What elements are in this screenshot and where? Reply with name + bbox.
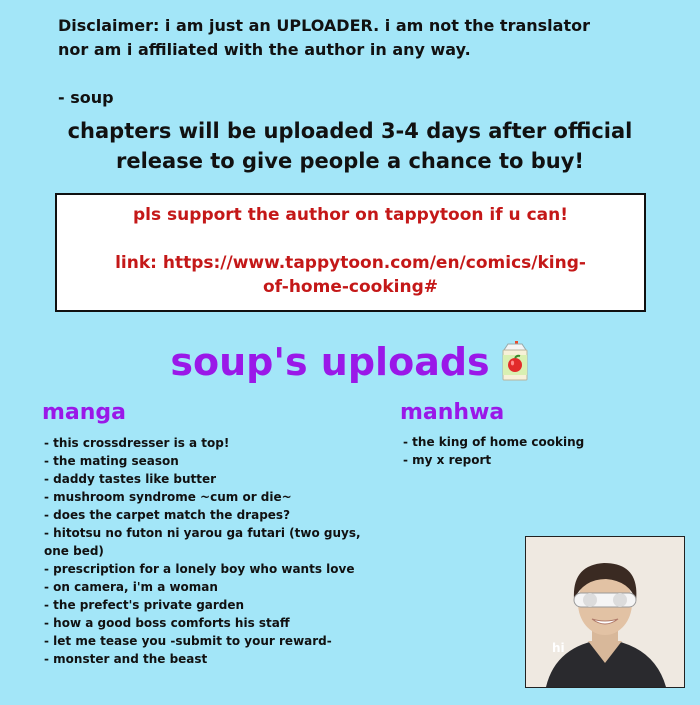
uploads-title bbox=[0, 340, 700, 390]
support-box bbox=[55, 193, 646, 312]
list-item: - this crossdresser is a top! bbox=[44, 436, 230, 450]
list-item: - daddy tastes like butter bbox=[44, 472, 217, 486]
signoff: - soup bbox=[58, 88, 114, 107]
support-link-line-1[interactable]: link: https://www.tappytoon.com/en/comics/king- bbox=[115, 253, 586, 273]
list-item: - prescription for a lonely boy who wants love bbox=[44, 562, 355, 576]
list-item: - hitotsu no futon ni yarou ga futari (two guys, one bed) bbox=[44, 526, 361, 558]
manhwa-section-title: manhwa bbox=[400, 400, 505, 425]
uploads-title-text: soup's uploads bbox=[170, 340, 490, 384]
photo-caption: hi bbox=[552, 641, 565, 655]
support-link-line-2[interactable]: of-home-cooking# bbox=[263, 277, 438, 297]
list-item: - the prefect's private garden bbox=[44, 598, 245, 612]
juice-box-icon bbox=[500, 341, 530, 390]
disclaimer-line-2: nor am i affiliated with the author in any way. bbox=[58, 40, 471, 59]
manga-list bbox=[44, 434, 364, 668]
list-item: - the king of home cooking bbox=[403, 435, 585, 449]
list-item: - my x report bbox=[403, 453, 492, 467]
list-item: - monster and the beast bbox=[44, 652, 208, 666]
list-item: - how a good boss comforts his staff bbox=[44, 616, 290, 630]
support-message: pls support the author on tappytoon if u can! bbox=[133, 205, 568, 225]
list-item: - let me tease you -submit to your reward- bbox=[44, 634, 332, 648]
manga-section-title: manga bbox=[42, 400, 127, 425]
list-item: - mushroom syndrome ~cum or die~ bbox=[44, 490, 292, 504]
list-item: - the mating season bbox=[44, 454, 179, 468]
schedule-notice bbox=[20, 116, 680, 176]
disclaimer-text bbox=[58, 14, 678, 62]
list-item: - on camera, i'm a woman bbox=[44, 580, 218, 594]
schedule-line-2: release to give people a chance to buy! bbox=[115, 149, 585, 173]
person-photo-illustration bbox=[526, 537, 684, 687]
manhwa-list bbox=[403, 433, 663, 469]
photo bbox=[525, 536, 685, 688]
disclaimer-line-1: Disclaimer: i am just an UPLOADER. i am not the translator bbox=[58, 16, 590, 35]
schedule-line-1: chapters will be uploaded 3-4 days after official bbox=[67, 119, 633, 143]
list-item: - does the carpet match the drapes? bbox=[44, 508, 291, 522]
